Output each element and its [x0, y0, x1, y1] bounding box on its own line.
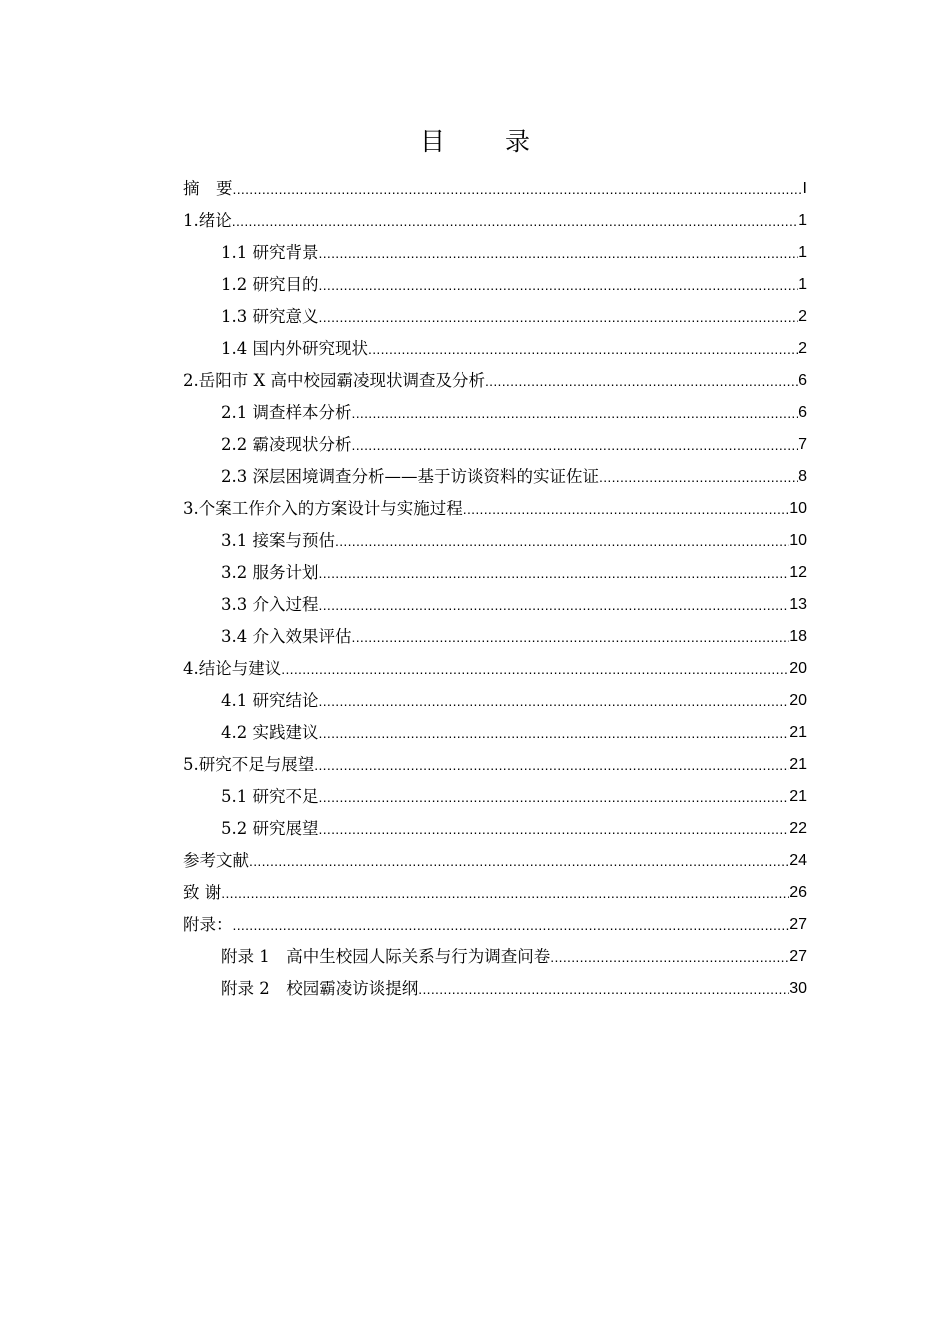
toc-dot-leader: [550, 946, 789, 968]
toc-entry-label: 4.1 研究结论: [221, 691, 319, 710]
toc-dot-leader: [314, 754, 789, 776]
toc-dot-leader: [319, 690, 790, 712]
toc-entry-page-number: 7: [798, 436, 807, 453]
toc-dot-leader: [319, 818, 790, 840]
toc-entry-label: 3.3 介入过程: [221, 595, 319, 614]
toc-entry-page-number: 1: [798, 244, 807, 261]
toc-entry-page-number: 24: [789, 852, 807, 869]
toc-entry[interactable]: [183, 744, 807, 776]
toc-entry-page-number: 27: [789, 948, 807, 965]
toc-dot-leader: [233, 178, 803, 200]
toc-entry-page-number: 6: [798, 404, 807, 421]
toc-dot-leader: [599, 466, 798, 488]
toc-entry-page-number: 10: [789, 500, 807, 517]
toc-entry[interactable]: [183, 488, 807, 520]
toc-entry-page-number: 2: [798, 340, 807, 357]
toc-dot-leader: [352, 434, 799, 456]
toc-entry[interactable]: [183, 456, 807, 488]
toc-entry[interactable]: [183, 264, 807, 296]
toc-entry-page-number: I: [802, 180, 807, 197]
toc-entry-label: 2.3 深层困境调查分析——基于访谈资料的实证佐证: [221, 467, 599, 486]
toc-entry-label: 2.1 调查样本分析: [221, 403, 352, 422]
toc-entry-label: 摘 要: [183, 179, 233, 198]
toc-title: 目 录: [420, 127, 556, 156]
toc-entry-label: 1.4 国内外研究现状: [221, 339, 368, 358]
toc-dot-leader: [418, 978, 789, 1000]
toc-entry-page-number: 2: [798, 308, 807, 325]
toc-entry-page-number: 10: [789, 532, 807, 549]
toc-dot-leader: [221, 882, 789, 904]
toc-entry[interactable]: [183, 840, 807, 872]
toc-entry[interactable]: [183, 936, 807, 968]
toc-entry-label: 2.2 霸凌现状分析: [221, 435, 352, 454]
toc-entry-label: 1.3 研究意义: [221, 307, 319, 326]
toc-dot-leader: [335, 530, 789, 552]
toc-dot-leader: [249, 850, 789, 872]
toc-dot-leader: [485, 370, 798, 392]
toc-entry[interactable]: [183, 904, 807, 936]
toc-entry[interactable]: [183, 712, 807, 744]
toc-entry-label: 5.1 研究不足: [221, 787, 319, 806]
toc-entry-page-number: 21: [789, 724, 807, 741]
toc-entry-page-number: 1: [798, 276, 807, 293]
toc-entry-page-number: 26: [789, 884, 807, 901]
toc-dot-leader: [281, 658, 789, 680]
toc-entry-page-number: 1: [798, 212, 807, 229]
toc-entry[interactable]: [183, 776, 807, 808]
toc-dot-leader: [319, 274, 799, 296]
toc-dot-leader: [368, 338, 798, 360]
toc-entry-label: 4.2 实践建议: [221, 723, 319, 742]
toc-entry-label: 参考文献: [183, 851, 249, 870]
toc-entry[interactable]: [183, 552, 807, 584]
toc-entry-label: 附录：: [183, 915, 233, 934]
toc-entry-page-number: 22: [789, 820, 807, 837]
toc-dot-leader: [232, 210, 798, 232]
toc-entry-label: 1.绪论: [183, 211, 232, 230]
toc-entry-label: 1.1 研究背景: [221, 243, 319, 262]
toc-entry-page-number: 30: [789, 980, 807, 997]
toc-entry[interactable]: [183, 168, 807, 200]
toc-entry[interactable]: [183, 232, 807, 264]
toc-entry[interactable]: [183, 872, 807, 904]
toc-entry-label: 3.4 介入效果评估: [221, 627, 352, 646]
toc-entry-page-number: 13: [789, 596, 807, 613]
toc-entry[interactable]: [183, 648, 807, 680]
toc-entry[interactable]: [183, 392, 807, 424]
toc-dot-leader: [352, 402, 799, 424]
toc-entry[interactable]: [183, 808, 807, 840]
toc-entry-page-number: 27: [789, 916, 807, 933]
toc-entry-page-number: 8: [798, 468, 807, 485]
toc-entry[interactable]: [183, 968, 807, 1000]
toc-entry-label: 3.1 接案与预估: [221, 531, 335, 550]
toc-entry-label: 3.2 服务计划: [221, 563, 319, 582]
toc-entry[interactable]: [183, 520, 807, 552]
toc-dot-leader: [463, 498, 789, 520]
toc-entry-page-number: 20: [789, 660, 807, 677]
toc-entry-page-number: 18: [789, 628, 807, 645]
toc-entry-label: 3.个案工作介入的方案设计与实施过程: [183, 499, 463, 518]
toc-entry-label: 4.结论与建议: [183, 659, 282, 678]
toc-entry-label: 2.岳阳市 X 高中校园霸凌现状调查及分析: [183, 371, 485, 390]
toc-entry-page-number: 21: [789, 788, 807, 805]
toc-entry[interactable]: [183, 360, 807, 392]
toc-entry[interactable]: [183, 200, 807, 232]
toc-entry-label: 5.2 研究展望: [221, 819, 319, 838]
toc-entry-page-number: 20: [789, 692, 807, 709]
toc-entry[interactable]: [183, 680, 807, 712]
toc-entry[interactable]: [183, 328, 807, 360]
toc-entry-label: 致 谢: [183, 883, 222, 902]
toc-dot-leader: [319, 562, 790, 584]
toc-entry-page-number: 12: [789, 564, 807, 581]
toc-entry[interactable]: [183, 296, 807, 328]
toc-entry[interactable]: [183, 616, 807, 648]
toc-entry[interactable]: [183, 584, 807, 616]
toc-dot-leader: [319, 786, 790, 808]
toc-dot-leader: [352, 626, 790, 648]
toc-entry-page-number: 21: [789, 756, 807, 773]
toc-dot-leader: [319, 242, 799, 264]
toc-entry-label: 附录 2 校园霸凌访谈提纲: [221, 979, 419, 998]
toc-dot-leader: [319, 594, 790, 616]
toc-entry[interactable]: [183, 424, 807, 456]
toc-entry-page-number: 6: [798, 372, 807, 389]
toc-entry-label: 1.2 研究目的: [221, 275, 319, 294]
toc-list: [183, 168, 807, 1000]
toc-entry-label: 5.研究不足与展望: [183, 755, 315, 774]
toc-dot-leader: [319, 306, 799, 328]
toc-dot-leader: [233, 914, 790, 936]
toc-dot-leader: [319, 722, 790, 744]
toc-entry-label: 附录 1 高中生校园人际关系与行为调查问卷: [221, 947, 551, 966]
